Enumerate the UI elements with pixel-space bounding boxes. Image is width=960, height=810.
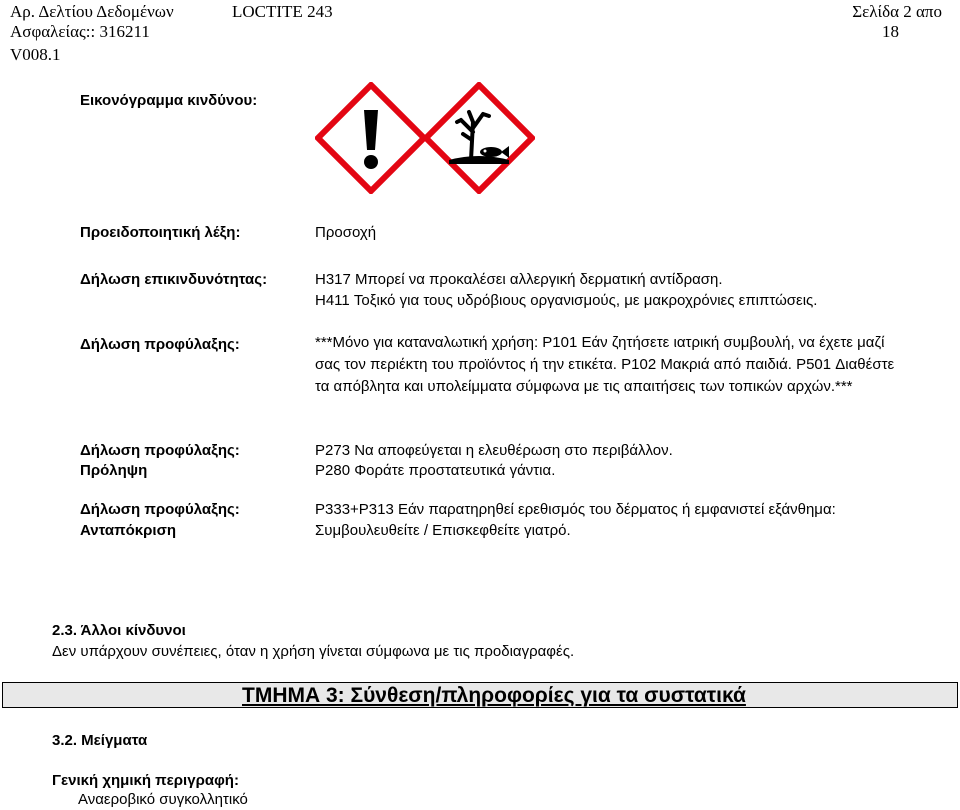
mixtures-heading: 3.2. Μείγματα <box>52 732 148 749</box>
hazard-statement-line: H317 Μπορεί να προκαλέσει αλλεργική δερματική αντίδραση. <box>315 271 723 288</box>
other-hazards-heading: 2.3. Άλλοι κίνδυνοι <box>52 622 186 639</box>
doc-type-line2: Ασφαλείας:: 316211 <box>10 22 150 41</box>
exclamation-mark-icon <box>315 82 427 194</box>
prevention-sublabel: Πρόληψη <box>80 462 148 479</box>
signal-word-value: Προσοχή <box>315 224 377 241</box>
page-total: 18 <box>882 22 899 41</box>
environment-hazard-icon <box>423 82 535 194</box>
precautionary-line: σας τον περιέκτη του προϊόντος ή την ετικέτα. P102 Μακριά από παιδιά. P501 Διαθέστε <box>315 356 895 373</box>
prevention-line: P280 Φοράτε προστατευτικά γάντια. <box>315 462 556 479</box>
product-name: LOCTITE 243 <box>232 2 333 21</box>
hazard-statement-line: H411 Τοξικό για τους υδρόβιους οργανισμούς, με μακροχρόνιες επιπτώσεις. <box>315 292 818 309</box>
section3-title: ΤΜΗΜΑ 3: Σύνθεση/πληροφορίες για τα συστατικά <box>242 684 746 707</box>
version: V008.1 <box>10 45 61 64</box>
precautionary-label: Δήλωση προφύλαξης: <box>80 336 240 353</box>
general-description-value: Αναεροβικό συγκολλητικό <box>78 791 248 808</box>
prevention-line: P273 Να αποφεύγεται η ελευθέρωση στο περιβάλλον. <box>315 442 673 459</box>
doc-type: Αρ. Δελτίου Δεδομένων <box>10 2 174 21</box>
response-sublabel: Ανταπόκριση <box>80 522 176 539</box>
precautionary-line: τα απόβλητα και υπολείμματα σύμφωνα με τις απαιτήσεις των τοπικών αρχών.*** <box>315 378 853 395</box>
pictogram-label: Εικονόγραμμα κινδύνου: <box>80 92 258 109</box>
page-label: Σελίδα 2 απο <box>852 2 942 21</box>
response-line: Συμβουλευθείτε / Επισκεφθείτε γιατρό. <box>315 522 571 539</box>
precautionary-line: ***Μόνο για καταναλωτική χρήση: P101 Εάν ζητήσετε ιατρική συμβουλή, να έχετε μαζί <box>315 334 885 351</box>
prevention-label: Δήλωση προφύλαξης: <box>80 442 240 459</box>
hazard-statement-label: Δήλωση επικινδυνότητας: <box>80 271 268 288</box>
signal-word-label: Προειδοποιητική λέξη: <box>80 224 241 241</box>
response-label: Δήλωση προφύλαξης: <box>80 501 240 518</box>
general-description-label: Γενική χημική περιγραφή: <box>52 772 239 789</box>
other-hazards-text: Δεν υπάρχουν συνέπειες, όταν η χρήση γίνεται σύμφωνα με τις προδιαγραφές. <box>52 643 575 660</box>
response-line: P333+P313 Εάν παρατηρηθεί ερεθισμός του δέρματος ή εμφανιστεί εξάνθημα: <box>315 501 836 518</box>
